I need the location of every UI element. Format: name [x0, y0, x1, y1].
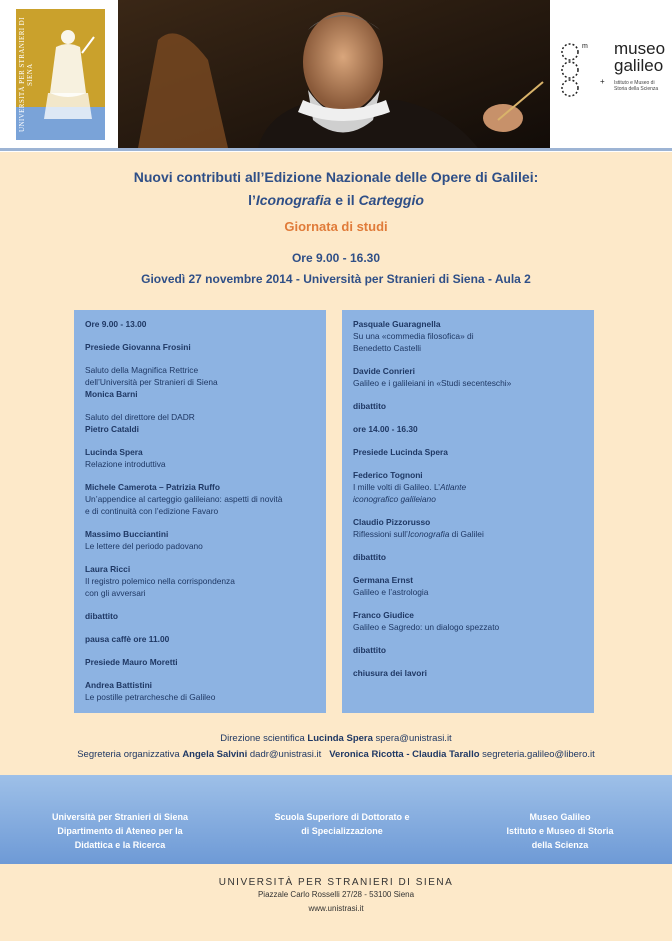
program-column-left: [74, 310, 326, 713]
program-entry-heading: Presiede Giovanna Frosini: [85, 342, 191, 352]
museo-subtitle: Istituto e Museo di Storia della Scienza: [614, 80, 659, 92]
event-title: Nuovi contributi all’Edizione Nazionale delle Opere di Galilei:: [133, 169, 539, 185]
program-entry: [353, 644, 594, 656]
program-entry-heading: Laura Ricci: [85, 564, 131, 574]
program-entry-heading: dibattito: [353, 645, 387, 655]
svg-text:m: m: [582, 43, 588, 50]
program-entry-line: Relazione introduttiva: [85, 459, 166, 469]
program-entry-heading: pausa caffè ore 11.00: [85, 634, 170, 644]
program-entry-heading: Presiede Mauro Moretti: [85, 657, 178, 667]
program-entry-heading: Presiede Lucinda Spera: [353, 447, 448, 457]
program-entry: [85, 446, 326, 470]
scientific-direction: Direzione scientifica Lucinda Spera spera@unistrasi.it: [220, 733, 452, 744]
program-entry: [85, 528, 326, 552]
organizing-secretariat: Segreteria organizzativa Angela Salvini dadr@unistrasi.it Veronica Ricotta - Claudia Tarallo segreteria.galileo@libero.it: [77, 749, 595, 760]
footer-line: di Specializzazione: [301, 826, 383, 836]
program-entry-line: Un’appendice al carteggio galileiano: aspetti di novità: [85, 494, 283, 504]
museo-galileo-logo: [556, 39, 666, 102]
program-entry-line: dell’Università per Stranieri di Siena: [85, 377, 218, 387]
footer-doctoral-school: [252, 810, 432, 838]
program-entry: [353, 574, 594, 598]
program-entry-line: iconografico galileiano: [353, 494, 436, 504]
footer-museo: [480, 810, 640, 852]
program-entry: [353, 516, 594, 540]
email-link[interactable]: spera@unistrasi.it: [372, 733, 452, 744]
program-entry-speaker: Pietro Cataldi: [85, 424, 139, 434]
event-subtitle: Giornata di studi: [284, 219, 388, 234]
footer-line: Museo Galileo: [529, 812, 591, 822]
program-entry-heading: Davide Conrieri: [353, 366, 415, 376]
program-entry-line: Le postille petrarchesche di Galileo: [85, 692, 216, 702]
program-entry: [85, 563, 326, 599]
program-entry: [353, 667, 594, 679]
museo-name-line1: museo: [614, 39, 666, 58]
footer-address: Piazzale Carlo Rosselli 27/28 - 53100 Siena: [257, 890, 415, 899]
footer-line: Didattica e la Ricerca: [74, 840, 166, 850]
program-entry-line: con gli avversari: [85, 588, 146, 598]
program-entry-line: Benedetto Castelli: [353, 343, 421, 353]
program-entry-line: I mille volti di Galileo. L’Atlante: [353, 482, 467, 492]
program-column-right: [342, 310, 594, 713]
program-entry: [353, 469, 594, 505]
event-time: Ore 9.00 - 16.30: [291, 251, 381, 265]
program-entry: [353, 551, 594, 563]
program-entry-heading: ore 14.00 - 16.30: [353, 424, 418, 434]
program-entry-heading: Lucinda Spera: [85, 447, 143, 457]
program-entry-speaker: Monica Barni: [85, 389, 138, 399]
museo-name-line2: galileo: [614, 56, 664, 75]
program-entry: [85, 610, 326, 622]
program-entry-heading: Franco Giudice: [353, 610, 414, 620]
footer-university-name: UNIVERSITÀ PER STRANIERI DI SIENA: [218, 877, 454, 888]
program-entry-heading: Michele Camerota – Patrizia Ruffo: [85, 482, 220, 492]
university-logo-text: UNIVERSITÀ PER STRANIERI DI SIENA: [18, 17, 34, 133]
program-entry-heading: Federico Tognoni: [353, 470, 423, 480]
saint-figure-icon: [38, 23, 98, 133]
program-entry-heading: Andrea Battistini: [85, 680, 153, 690]
footer-line: Istituto e Museo di Storia: [506, 826, 614, 836]
program-entry: [353, 318, 594, 354]
museo-galileo-mark-icon: [556, 40, 612, 98]
email-link[interactable]: segreteria.galileo@libero.it: [479, 749, 595, 760]
footer-line: della Scienza: [531, 840, 589, 850]
program-entry: [353, 423, 594, 435]
program-entry: [353, 446, 594, 458]
header-divider: [0, 148, 672, 151]
program-entry-heading: Massimo Bucciantini: [85, 529, 169, 539]
program-entry-heading: Pasquale Guaragnella: [353, 319, 441, 329]
program-entry-heading: Germana Ernst: [353, 575, 414, 585]
email-link[interactable]: dadr@unistrasi.it: [247, 749, 330, 760]
program-entry: [85, 364, 326, 400]
program-entry-line: Su una «commedia filosofica» di: [353, 331, 474, 341]
program-entry: [85, 679, 326, 703]
program-entry-heading: chiusura dei lavori: [353, 668, 428, 678]
program-entry: [353, 400, 594, 412]
program-entry: [85, 318, 326, 330]
program-entry: [85, 481, 326, 517]
svg-text:+: +: [600, 77, 605, 86]
footer-line: Dipartimento di Ateneo per la: [57, 826, 183, 836]
program-entry-heading: dibattito: [353, 401, 387, 411]
program-entry-line: Saluto del direttore del DADR: [85, 412, 195, 422]
program-entry-line: Saluto della Magnifica Rettrice: [85, 365, 199, 375]
footer-university: [30, 810, 210, 852]
program-entry-line: e di continuità con l’edizione Favaro: [85, 506, 219, 516]
program-entry-line: Galileo e Sagredo: un dialogo spezzato: [353, 622, 500, 632]
program-entry: [85, 656, 326, 668]
program-entry: [85, 411, 326, 435]
footer-website[interactable]: www.unistrasi.it: [308, 904, 364, 913]
program-entry-line: Il registro polemico nella corrispondenza: [85, 576, 235, 586]
galileo-portrait-image: [118, 0, 550, 148]
event-title-line2: l’Iconografia e il Carteggio: [248, 192, 424, 208]
program-entry-heading: dibattito: [353, 552, 387, 562]
program-entry-line: Galileo e l’astrologia: [353, 587, 429, 597]
program-entry-line: Riflessioni sull’Iconografia di Galilei: [353, 529, 484, 539]
program-entry-heading: dibattito: [85, 611, 119, 621]
program-entry-line: Le lettere del periodo padovano: [85, 541, 203, 551]
footer-line: Università per Stranieri di Siena: [51, 812, 189, 822]
program-entry-heading: Claudio Pizzorusso: [353, 517, 431, 527]
program-entry-line: Galileo e i galileiani in «Studi secenteschi»: [353, 378, 512, 388]
footer-line: Scuola Superiore di Dottorato e: [274, 812, 410, 822]
program-entry: [353, 365, 594, 389]
event-date-place: Giovedì 27 novembre 2014 - Università per Stranieri di Siena - Aula 2: [141, 272, 531, 286]
header: [0, 0, 672, 152]
university-logo: [16, 9, 105, 140]
program-entry: [353, 609, 594, 633]
program-entry: [85, 633, 326, 645]
program-entry: [85, 341, 326, 353]
program-entry-heading: Ore 9.00 - 13.00: [85, 319, 147, 329]
